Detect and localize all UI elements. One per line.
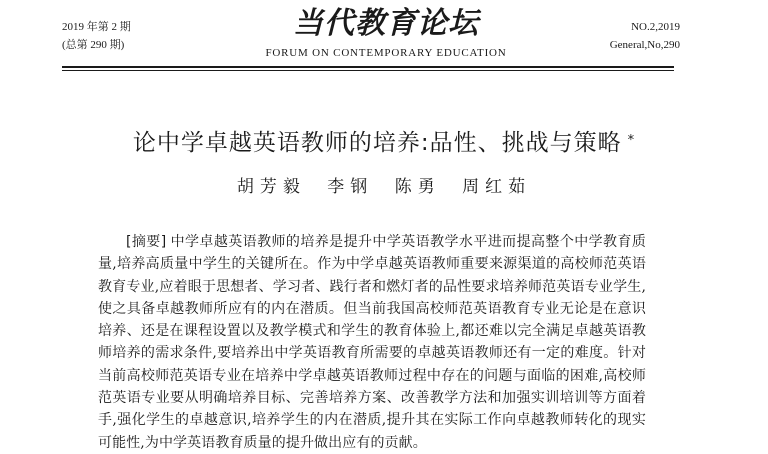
author-list (0, 175, 768, 199)
journal-masthead (246, 8, 526, 60)
issue-info-right (610, 18, 680, 54)
article-title-text: 论中学卓越英语教师的培养:品性、挑战与策略 (132, 130, 622, 157)
issue-total-number: (总第 290 期) (62, 39, 125, 51)
journal-title-en: FORUM ON CONTEMPORARY EDUCATION (265, 47, 507, 59)
author-name: 胡芳毅 (236, 177, 306, 197)
header-rule-thin (62, 70, 674, 71)
title-footnote-mark: * (627, 133, 636, 149)
article-title (0, 127, 768, 159)
journal-title-cn: 当代教育论坛 (293, 6, 479, 41)
issue-number-en: NO.2,2019 (631, 21, 680, 33)
abstract-text: 中学卓越英语教师的培养是提升中学英语教学水平进而提高整个中学教育质量,培养高质量中学生的关键所在。作为中学卓越英语教师重要来源渠道的高校师范英语教育专业,应着眼于思想者、学习者、践行者和燃灯者的品性要求培养师范英语专业学生,使之具备卓越教师所应有的内在潜质。但当前我国高校师范英语教育专业无论是在意识培养、还是在课程设置以及教学模式和学生的教育体验上,都还难以完全满足卓越英语教师培养的需求条件,要培养出中学英语教育所需要的卓越英语教师还有一定的难度。针对当前高校师范英语专业在培养中学卓越英语教师过程中存在的问题与面临的困难,高校师范英语专业要从明确培养目标、完善培养方案、改善教学方法和加强实训培训等方面着手,强化学生的卓越意识,培养学生的内在潜质,提升其在实际工作向卓越教师转化的现实可能性,为中学英语教育质量的提升做出应有的贡献。 (98, 234, 646, 451)
abstract (98, 231, 646, 454)
abstract-label: [摘要] (126, 234, 167, 250)
journal-header (0, 0, 768, 80)
general-number-en: General,No,290 (609, 39, 680, 51)
issue-year-number: 2019 年第 2 期 (62, 21, 131, 33)
author-name: 李钢 (327, 177, 374, 197)
issue-info-left (62, 18, 131, 54)
author-name: 陈勇 (394, 177, 441, 197)
author-name: 周红茹 (462, 177, 532, 197)
header-rule-thick (62, 66, 674, 68)
